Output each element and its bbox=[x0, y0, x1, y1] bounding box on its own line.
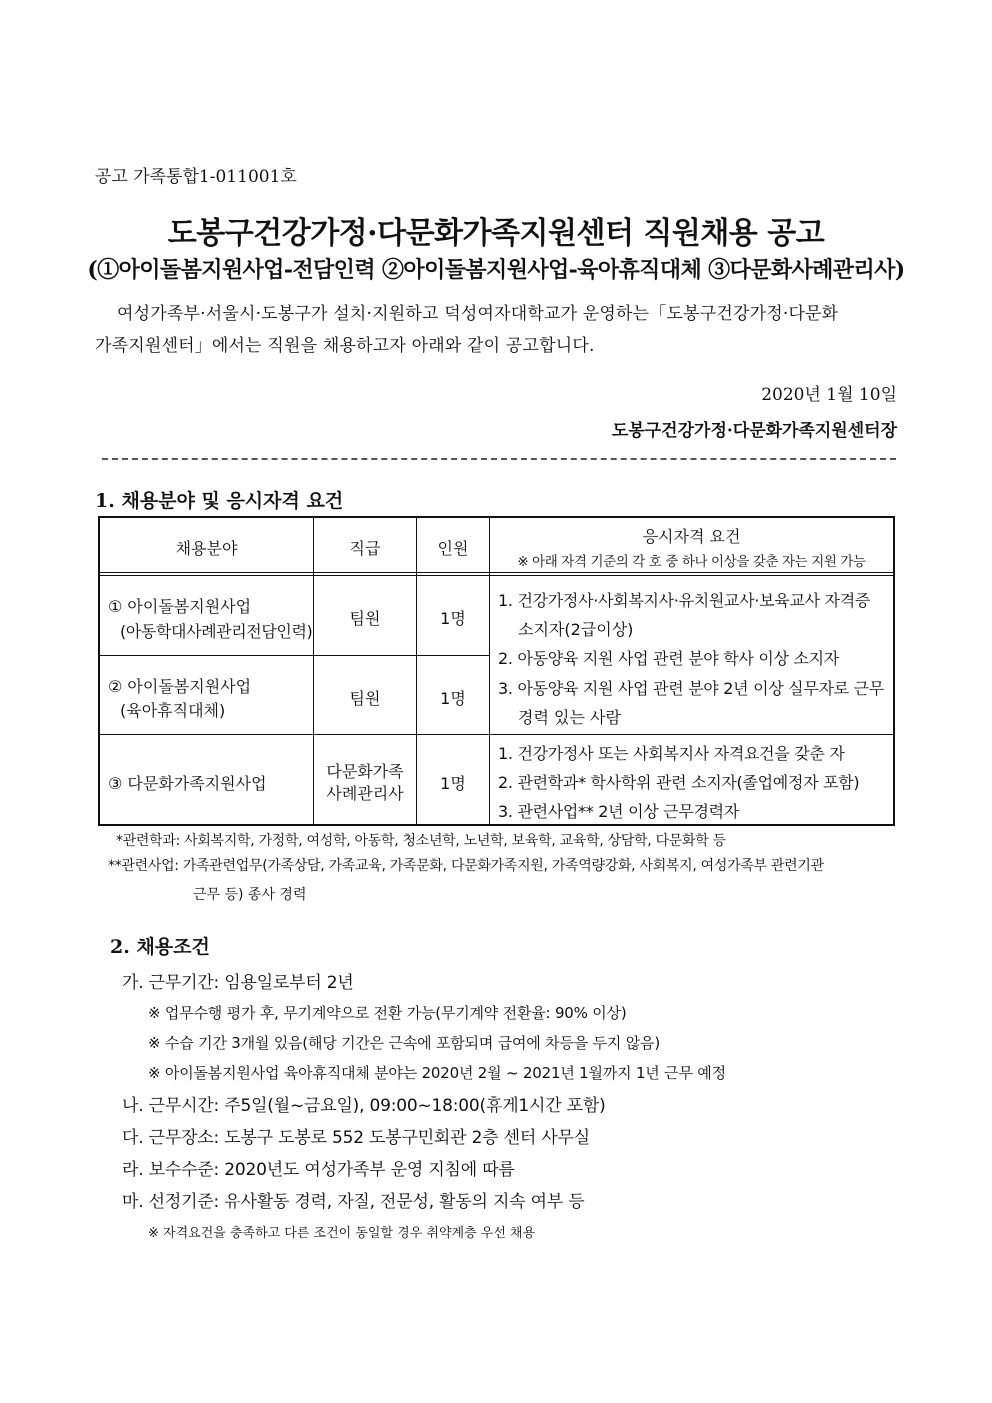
dashed-divider bbox=[102, 458, 896, 460]
qual1-item1-cont: 소지자(2급이상) bbox=[518, 620, 634, 639]
issuer: 도봉구건강가정·다문화가족지원센터장 bbox=[611, 421, 897, 441]
recruitment-table bbox=[98, 516, 895, 826]
section-1-heading: 1. 채용분야 및 응시자격 요건 bbox=[95, 490, 344, 512]
qual1-item3: 3. 아동양육 지원 사업 관련 분야 2년 이상 실무자로 근무 bbox=[498, 679, 884, 698]
notice-number: 공고 가족통합1-011001호 bbox=[95, 167, 297, 187]
qual1-item1: 1. 건강가정사·사회복지사·유치원교사·보육교사 자격증 bbox=[498, 591, 871, 610]
row2-count: 1명 bbox=[440, 689, 466, 708]
condition-location: 다. 근무장소: 도봉구 도봉로 552 도봉구민회관 2층 센터 사무실 bbox=[122, 1128, 590, 1148]
header-divider-bottom bbox=[100, 575, 893, 576]
footnote-related-majors: *관련학과: 사회복지학, 가정학, 여성학, 아동학, 청소년학, 노년학, 보육학, 교육학, 상담학, 다문화학 등 bbox=[116, 833, 726, 849]
page-title: 도봉구건강가정·다문화가족지원센터 직원채용 공고 bbox=[167, 216, 825, 251]
condition-period: 가. 근무기간: 임용일로부터 2년 bbox=[122, 973, 354, 993]
footnote-related-work-cont: 근무 등) 종사 경력 bbox=[193, 887, 307, 903]
row2-rank: 팀원 bbox=[349, 689, 381, 708]
qual1-item2: 2. 아동양육 지원 사업 관련 분야 학사 이상 소지자 bbox=[498, 649, 839, 668]
qual1-item3-cont: 경력 있는 사람 bbox=[518, 708, 621, 727]
qual2-item2: 2. 관련학과* 학사학위 관련 소지자(졸업예정자 포함) bbox=[498, 773, 860, 792]
intro-line-1: 여성가족부·서울시·도봉구가 설치·지원하고 덕성여자대학교가 운영하는「도봉구건강가정·다문화 bbox=[117, 304, 839, 324]
condition-period-note-2: ※ 수습 기간 3개월 있음(해당 기간은 근속에 포함되며 급여에 차등을 두지 않음) bbox=[148, 1034, 660, 1052]
intro-paragraph bbox=[95, 298, 897, 362]
section-2-heading: 2. 채용조건 bbox=[110, 936, 210, 958]
qual2-item3: 3. 관련사업** 2년 이상 근무경력자 bbox=[498, 802, 739, 821]
condition-hours: 나. 근무시간: 주5일(월~금요일), 09:00~18:00(휴게1시간 포함) bbox=[122, 1096, 606, 1116]
header-rank: 직급 bbox=[349, 539, 381, 558]
row-divider-1 bbox=[100, 655, 489, 656]
condition-period-note-3: ※ 아이돌봄지원사업 육아휴직대체 분야는 2020년 2월 ~ 2021년 1월까지 1년 근무 예정 bbox=[148, 1064, 726, 1082]
condition-criteria: 마. 선정기준: 유사활동 경력, 자질, 전문성, 활동의 지속 여부 등 bbox=[122, 1192, 585, 1212]
header-qualification: 응시자격 요건 bbox=[642, 527, 741, 546]
row3-field: ③ 다문화가족지원사업 bbox=[108, 774, 267, 793]
row-divider-2 bbox=[100, 734, 893, 735]
footnote-related-work: **관련사업: 가족관련업무(가족상담, 가족교육, 가족문화, 다문화가족지원, 가족역량강화, 사회복지, 여성가족부 관련기관 bbox=[108, 858, 824, 874]
row1-field-line2: (아동학대사례관리전담인력) bbox=[120, 622, 313, 641]
header-qualification-note: ※ 아래 자격 기준의 각 호 중 하나 이상을 갖춘 자는 지원 가능 bbox=[517, 554, 866, 570]
row1-count: 1명 bbox=[440, 609, 466, 628]
row1-rank: 팀원 bbox=[349, 609, 381, 628]
intro-line-2: 가족지원센터」에서는 직원을 채용하고자 아래와 같이 공고합니다. bbox=[95, 336, 595, 356]
row2-field-line1: ② 아이돌봄지원사업 bbox=[108, 677, 252, 696]
row3-rank-line2: 사례관리사 bbox=[326, 784, 404, 803]
condition-salary: 라. 보수수준: 2020년도 여성가족부 운영 지침에 따름 bbox=[122, 1160, 515, 1180]
header-count: 인원 bbox=[437, 539, 469, 558]
header-divider-top bbox=[100, 572, 893, 573]
header-field: 채용분야 bbox=[175, 539, 238, 558]
row1-field-line1: ① 아이돌봄지원사업 bbox=[108, 597, 252, 616]
row2-field-line2: (육아휴직대체) bbox=[120, 701, 226, 720]
notice-date: 2020년 1월 10일 bbox=[761, 385, 897, 405]
row3-rank-line1: 다문화가족 bbox=[326, 762, 404, 781]
page-subtitle: (①아이돌봄지원사업-전담인력 ②아이돌봄지원사업-육아휴직대체 ③다문화사례관리사) bbox=[87, 257, 905, 283]
qual2-item1: 1. 건강가정사 또는 사회복지사 자격요건을 갖춘 자 bbox=[498, 744, 845, 763]
condition-criteria-note: ※ 자격요건을 충족하고 다른 조건이 동일할 경우 취약계층 우선 채용 bbox=[148, 1226, 536, 1241]
row3-count: 1명 bbox=[440, 774, 466, 793]
condition-period-note-1: ※ 업무수행 평가 후, 무기계약으로 전환 가능(무기계약 전환율: 90% 이상) bbox=[148, 1004, 627, 1022]
